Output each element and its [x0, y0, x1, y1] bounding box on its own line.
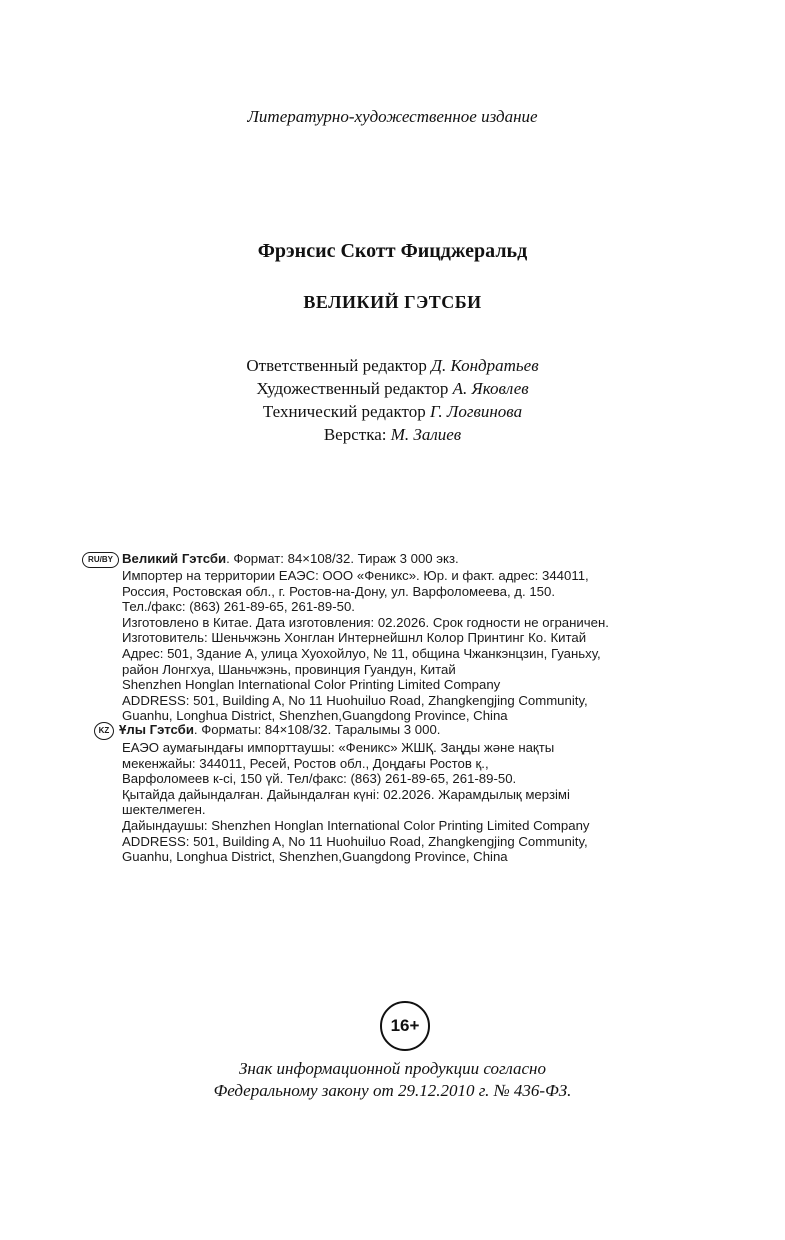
kz-badge-icon: KZ — [94, 722, 114, 740]
age-note-line: Федеральному закону от 29.12.2010 г. № 436-ФЗ. — [213, 1081, 572, 1100]
age-rating-note — [0, 1058, 785, 1102]
credits-block — [0, 354, 785, 446]
imprint-line: Guanhu, Longhua District, Shenzhen,Guangdong Province, China — [122, 849, 508, 865]
credit-role: Художественный редактор — [256, 379, 453, 398]
imprint-line: Адрес: 501, Здание А, улица Хуохойлуо, № 11, община Чжанкэнцзин, Гуаньху, — [122, 645, 601, 661]
imprint-line: Тел./факс: (863) 261-89-65, 261-89-50. — [122, 599, 355, 615]
imprint-line — [82, 551, 682, 568]
imprint-line — [82, 722, 682, 740]
credit-person: Г. Логвинова — [429, 402, 523, 421]
credit-line — [0, 377, 785, 400]
imprint-line: Импортер на территории ЕАЭС: ООО «Феникс». Юр. и факт. адрес: 344011, — [122, 568, 589, 583]
imprint-lead: Ұлы Гэтсби — [119, 722, 194, 737]
imprint-line: Изготовитель: Шеньчжэнь Хонглан Интернейшнл Колор Принтинг Ко. Китай — [122, 630, 587, 646]
imprint-line: район Лонгхуа, Шаньчжэнь, провинция Гуандун, Китай — [122, 661, 456, 677]
credit-line — [0, 423, 785, 446]
imprint-line: Guanhu, Longhua District, Shenzhen,Guangdong Province, China — [122, 708, 508, 724]
imprint-line: ADDRESS: 501, Building A, No 11 Huohuiluo Road, Zhangkengjing Community, — [122, 833, 588, 849]
credit-role: Верстка: — [323, 425, 391, 444]
credit-line — [0, 354, 785, 377]
imprint-text: . Форматы: 84×108/32. Таралымы 3 000. — [193, 722, 441, 737]
edition-type: Литературно-художественное издание — [247, 107, 538, 126]
credit-person: Д. Кондратьев — [431, 356, 539, 375]
imprint-line: Қытайда дайындалған. Дайындалған күні: 02.2026. Жарамдылық мерзімі — [122, 786, 570, 802]
credit-role: Технический редактор — [262, 402, 430, 421]
imprint-line: ADDRESS: 501, Building A, No 11 Huohuiluo Road, Zhangkengjing Community, — [122, 692, 588, 708]
imprint-line: Дайындаушы: Shenzhen Honglan International Color Printing Limited Company — [122, 817, 590, 833]
book-title: ВЕЛИКИЙ ГЭТСБИ — [303, 292, 482, 312]
imprint-line: Изготовлено в Китае. Дата изготовления: 02.2026. Срок годности не ограничен. — [122, 614, 609, 630]
imprint-lead: Великий Гэтсби — [122, 551, 227, 566]
imprint-line: шектелмеген. — [122, 802, 206, 818]
imprint-line: Shenzhen Honglan International Color Printing Limited Company — [122, 677, 501, 693]
ru-by-badge-icon: RU/BY — [82, 552, 119, 568]
credit-role: Ответственный редактор — [246, 356, 432, 375]
imprint-kz — [82, 722, 682, 865]
imprint-text: . Формат: 84×108/32. Тираж 3 000 экз. — [226, 551, 459, 566]
imprint-line: Россия, Ростовская обл., г. Ростов-на-Дону, ул. Варфоломеева, д. 150. — [122, 583, 555, 599]
credit-line — [0, 400, 785, 423]
imprint-line: Варфоломеев к-сі, 150 үй. Тел/факс: (863) 261-89-65, 261-89-50. — [122, 771, 517, 787]
age-note-line: Знак информационной продукции согласно — [239, 1059, 546, 1078]
imprint-ru — [82, 551, 682, 724]
imprint-line: ЕАЭО аумағындағы импорттаушы: «Феникс» ЖШҚ. Заңды және нақты — [122, 740, 555, 755]
imprint-line: мекенжайы: 344011, Ресей, Ростов обл., Доңдағы Ростов қ., — [122, 755, 489, 771]
author-name: Фрэнсис Скотт Фицджеральд — [257, 240, 528, 262]
credit-person: М. Залиев — [390, 425, 462, 444]
age-rating-badge: 16+ — [380, 1001, 430, 1051]
credit-person: А. Яковлев — [452, 379, 529, 398]
